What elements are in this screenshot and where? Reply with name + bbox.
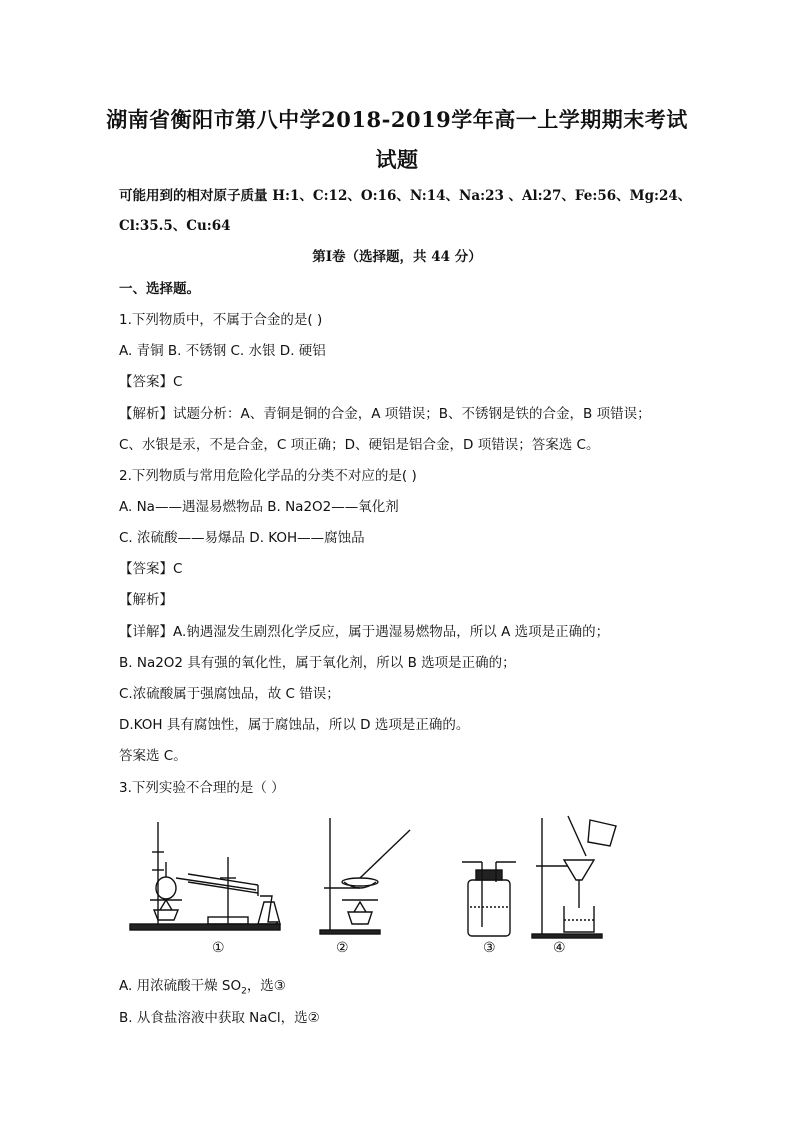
q1-answer: 【答案】C — [119, 374, 183, 390]
q2-conclusion: 答案选 C。 — [119, 748, 187, 764]
document-title: 湖南省衡阳市第八中学2018-2019学年高一上学期期末考试 — [106, 107, 688, 132]
q3-option-a-suffix: ，选③ — [246, 978, 286, 994]
figure-label-3: ③ — [483, 940, 496, 956]
q1-options: A. 青铜 B. 不锈钢 C. 水银 D. 硬铝 — [119, 343, 326, 359]
atomic-mass-line-2: Cl:35.5、Cu:64 — [119, 218, 231, 234]
q3-option-b: B. 从食盐溶液中获取 NaCl，选② — [119, 1010, 320, 1026]
q1-stem: 1.下列物质中，不属于合金的是( ) — [119, 312, 323, 328]
q1-analysis-2: C、水银是汞，不是合金，C 项正确；D、硬铝是铝合金，D 项错误；答案选 C。 — [119, 437, 600, 453]
figure-label-1: ① — [212, 940, 225, 956]
q2-detail-3: C.浓硫酸属于强腐蚀品，故 C 错误； — [119, 686, 340, 702]
q2-answer: 【答案】C — [119, 561, 183, 577]
figure-label-2: ② — [336, 940, 349, 956]
q2-detail-4: D.KOH 具有腐蚀性，属于腐蚀品，所以 D 选项是正确的。 — [119, 717, 470, 733]
q2-options-2: C. 浓硫酸——易爆品 D. KOH——腐蚀品 — [119, 530, 365, 546]
figure-label-4: ④ — [553, 940, 566, 956]
q3-option-a — [119, 976, 679, 1002]
atomic-mass-line-1: 可能用到的相对原子质量 H:1、C:12、O:16、N:14、Na:23 、Al:27、Fe:56、Mg:24、 — [119, 188, 692, 204]
q3-stem: 3.下列实验不合理的是（ ） — [119, 780, 285, 796]
document-title-continued: 试题 — [375, 147, 419, 172]
q1-analysis-1: 【解析】试题分析：A、青铜是铜的合金，A 项错误；B、不锈钢是铁的合金，B 项错误； — [119, 406, 651, 422]
q2-detail-1: 【详解】A.钠遇湿发生剧烈化学反应，属于遇湿易燃物品，所以 A 选项是正确的； — [119, 624, 610, 640]
distillation-apparatus — [130, 822, 280, 930]
q2-detail-2: B. Na2O2 具有强的氧化性，属于氧化剂，所以 B 选项是正确的； — [119, 655, 516, 671]
evaporation-apparatus — [320, 818, 410, 934]
part-heading: 第Ⅰ卷（选择题，共 44 分） — [312, 249, 482, 265]
filtration-apparatus — [532, 816, 616, 938]
q3-option-a-subscript: 2 — [241, 986, 247, 997]
q2-stem: 2.下列物质与常用危险化学品的分类不对应的是( ) — [119, 468, 417, 484]
section-heading: 一、选择题。 — [119, 281, 200, 297]
q2-options-1: A. Na——遇湿易燃物品 B. Na2O2——氧化剂 — [119, 499, 399, 515]
q3-option-a-prefix: A. 用浓硫酸干燥 SO — [119, 978, 242, 994]
q2-analysis-label: 【解析】 — [119, 592, 173, 608]
gas-washing-bottle — [462, 862, 516, 936]
